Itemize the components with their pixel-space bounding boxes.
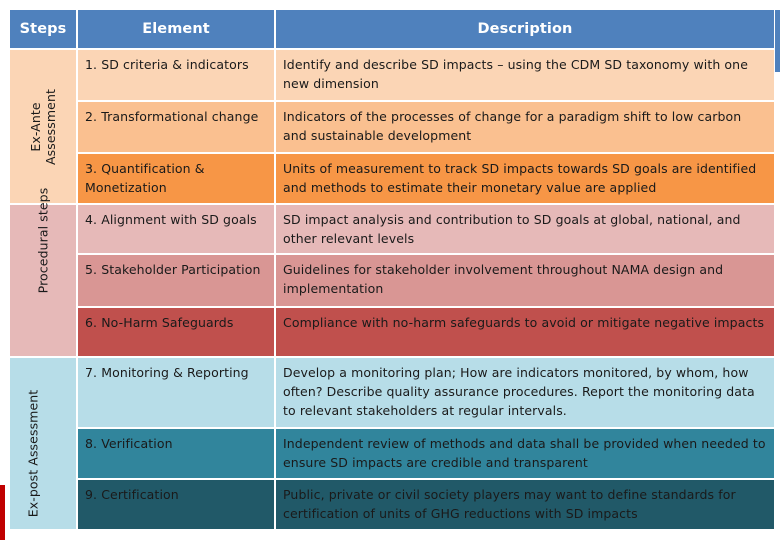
table-row-element: 3. Quantification & Monetization bbox=[78, 154, 274, 203]
table-row-description: Guidelines for stakeholder involvement throughout NAMA design and implementation bbox=[276, 255, 774, 306]
table-row-description: SD impact analysis and contribution to SD goals at global, national, and other relevant levels bbox=[276, 205, 774, 253]
header-element: Element bbox=[78, 10, 274, 48]
side-accent-bar-blue bbox=[775, 10, 780, 72]
table-row-element: 1. SD criteria & indicators bbox=[78, 50, 274, 100]
group-label: Procedural steps bbox=[35, 187, 51, 294]
header-description: Description bbox=[276, 10, 774, 48]
table-row-element: 8. Verification bbox=[78, 429, 274, 478]
header-steps: Steps bbox=[10, 10, 76, 48]
table-row-element: 6. No-Harm Safeguards bbox=[78, 308, 274, 356]
group-procedural bbox=[10, 187, 76, 356]
table-row-description: Compliance with no-harm safeguards to avoid or mitigate negative impacts bbox=[276, 308, 774, 356]
group-label: Assessment bbox=[43, 88, 59, 165]
table-row-description: Independent review of methods and data shall be provided when needed to ensure SD impacts are credible and transparent bbox=[276, 429, 774, 478]
table-row-description: Units of measurement to track SD impacts towards SD goals are identified and methods to estimate their monetary value are applied bbox=[276, 154, 774, 203]
table-row-description: Develop a monitoring plan; How are indicators monitored, by whom, how often? Describe quality assurance procedures. Report the monitoring data to relevant stakeholders at regular intervals. bbox=[276, 358, 774, 427]
table-row-element: 7. Monitoring & Reporting bbox=[78, 358, 274, 427]
table-row-element: 9. Certification bbox=[78, 480, 274, 529]
group-label: Ex-Ante bbox=[28, 101, 44, 152]
table-row-element: 5. Stakeholder Participation bbox=[78, 255, 274, 306]
group-ex-post bbox=[10, 358, 76, 529]
table-row-description: Identify and describe SD impacts – using the CDM SD taxonomy with one new dimension bbox=[276, 50, 774, 100]
side-accent-bar-red bbox=[0, 485, 5, 540]
table-row-element: 2. Transformational change bbox=[78, 102, 274, 152]
table-row-description: Indicators of the processes of change for a paradigm shift to low carbon and sustainable development bbox=[276, 102, 774, 152]
table-row-description: Public, private or civil society players may want to define standards for certification of units of GHG reductions with SD impacts bbox=[276, 480, 774, 529]
group-label: Ex-post Assessment bbox=[25, 389, 41, 518]
group-ex-ante bbox=[10, 50, 76, 203]
table-row-element: 4. Alignment with SD goals bbox=[78, 205, 274, 253]
